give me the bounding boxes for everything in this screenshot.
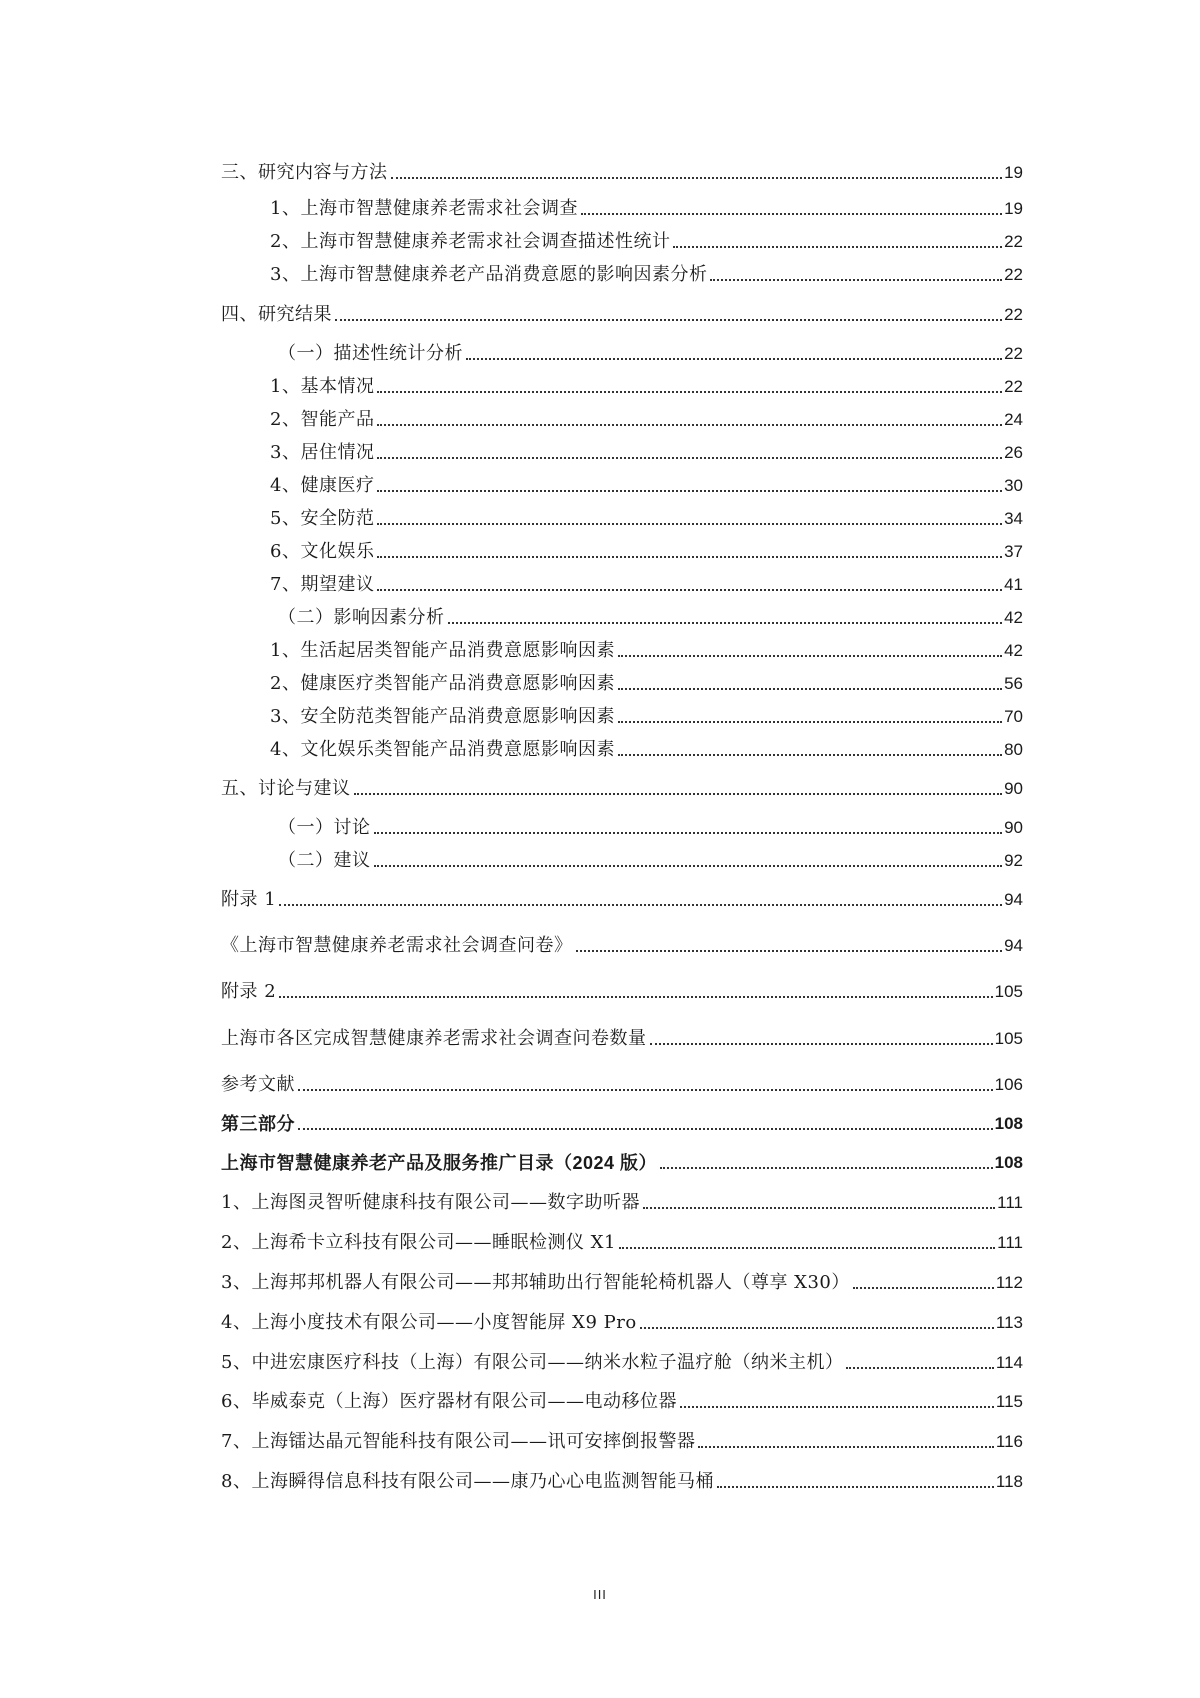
dot-leader <box>377 424 1002 426</box>
toc-entry[interactable] <box>221 436 1023 464</box>
toc-entry[interactable] <box>221 370 1023 398</box>
toc-entry-title: 4、文化娱乐类智能产品消费意愿影响因素 <box>270 739 615 760</box>
dot-leader <box>377 523 1002 525</box>
toc-entry-title: 2、智能产品 <box>270 409 375 430</box>
toc-entry[interactable] <box>221 469 1023 497</box>
dot-leader <box>673 246 1002 248</box>
toc-entry[interactable] <box>221 883 1023 911</box>
toc-entry[interactable] <box>221 535 1023 563</box>
dot-leader <box>618 754 1002 756</box>
dot-leader <box>853 1287 994 1289</box>
toc-entry[interactable] <box>221 1266 1023 1294</box>
toc-entry[interactable] <box>221 298 1023 326</box>
toc-entry[interactable] <box>221 156 1023 184</box>
dot-leader <box>377 457 1002 459</box>
toc-entry-page: 80 <box>1004 740 1023 759</box>
dot-leader <box>619 1247 995 1249</box>
toc-entry[interactable] <box>221 700 1023 728</box>
toc-entry-title: （二）影响因素分析 <box>278 607 445 628</box>
toc-entry-title: 3、上海邦邦机器人有限公司——邦邦辅助出行智能轮椅机器人（尊享 X30） <box>221 1272 850 1293</box>
toc-entry-title: 3、上海市智慧健康养老产品消费意愿的影响因素分析 <box>270 264 708 285</box>
toc-entry-title: （一）讨论 <box>278 817 371 838</box>
toc-entry-page: 90 <box>1004 779 1023 798</box>
dot-leader <box>650 1043 993 1045</box>
toc-entry[interactable] <box>221 1465 1023 1493</box>
toc-entry-page: 105 <box>994 1029 1023 1048</box>
toc-entry-title: 3、安全防范类智能产品消费意愿影响因素 <box>270 706 615 727</box>
toc-entry-title: 四、研究结果 <box>221 304 332 325</box>
toc-entry[interactable] <box>221 1186 1023 1214</box>
toc-entry-page: 115 <box>995 1392 1023 1411</box>
toc-entry[interactable] <box>221 1068 1023 1096</box>
toc-entry-page: 26 <box>1004 443 1023 462</box>
toc-entry-page: 22 <box>1004 344 1023 363</box>
toc-entry[interactable] <box>221 1425 1023 1453</box>
toc-entry-page: 42 <box>1004 608 1023 627</box>
toc-entry[interactable] <box>221 667 1023 695</box>
dot-leader <box>377 589 1002 591</box>
toc-entry-title: （一）描述性统计分析 <box>278 343 463 364</box>
toc-entry-page: 41 <box>1004 575 1023 594</box>
toc-entry-title: 上海市各区完成智慧健康养老需求社会调查问卷数量 <box>221 1028 647 1049</box>
toc-entry-page: 90 <box>1004 818 1023 837</box>
dot-leader <box>466 358 1002 360</box>
toc-entry[interactable] <box>221 634 1023 662</box>
toc-entry-title: 《上海市智慧健康养老需求社会调查问卷》 <box>221 935 573 956</box>
toc-entry-title: 4、健康医疗 <box>270 475 375 496</box>
toc-entry[interactable] <box>221 975 1023 1003</box>
dot-leader <box>377 391 1002 393</box>
toc-entry-page: 22 <box>1004 232 1023 251</box>
toc-entry-page: 108 <box>994 1114 1023 1133</box>
toc-entry-page: 24 <box>1004 410 1023 429</box>
toc-entry-title: 6、文化娱乐 <box>270 541 375 562</box>
dot-leader <box>581 213 1002 215</box>
toc-entry-page: 111 <box>997 1193 1023 1212</box>
dot-leader <box>377 490 1002 492</box>
dot-leader <box>640 1327 994 1329</box>
toc-entry-title: （二）建议 <box>278 850 371 871</box>
toc-entry-page: 19 <box>1004 199 1023 218</box>
toc-entry[interactable] <box>221 192 1023 220</box>
toc-entry-title: 8、上海瞬得信息科技有限公司——康乃心心电监测智能马桶 <box>221 1471 714 1492</box>
toc-entry-page: 56 <box>1004 674 1023 693</box>
dot-leader <box>335 319 1002 321</box>
dot-leader <box>710 279 1002 281</box>
toc-entry-page: 105 <box>994 982 1023 1001</box>
toc-entry[interactable] <box>221 1385 1023 1413</box>
toc-entry-page: 111 <box>997 1233 1023 1252</box>
toc-entry[interactable] <box>221 601 1023 629</box>
toc-entry-page: 42 <box>1004 641 1023 660</box>
toc-entry[interactable] <box>221 929 1023 957</box>
toc-entry-title: 6、毕威泰克（上海）医疗器材有限公司——电动移位器 <box>221 1391 677 1412</box>
dot-leader <box>298 1128 993 1130</box>
dot-leader <box>374 865 1003 867</box>
toc-entry-page: 94 <box>1004 936 1023 955</box>
toc-entry-title: 7、上海镭达晶元智能科技有限公司——讯可安摔倒报警器 <box>221 1431 696 1452</box>
toc-entry-title: 参考文献 <box>221 1074 295 1095</box>
toc-entry[interactable] <box>221 258 1023 286</box>
toc-entry-page: 22 <box>1004 305 1023 324</box>
toc-entry[interactable] <box>221 772 1023 800</box>
toc-entry-page: 19 <box>1004 163 1023 182</box>
dot-leader <box>660 1167 993 1169</box>
toc-entry[interactable] <box>221 568 1023 596</box>
dot-leader <box>717 1486 994 1488</box>
toc-entry-page: 22 <box>1004 377 1023 396</box>
dot-leader <box>279 904 1002 906</box>
toc-entry[interactable] <box>221 337 1023 365</box>
toc-entry-title: 1、生活起居类智能产品消费意愿影响因素 <box>270 640 615 661</box>
dot-leader <box>448 622 1003 624</box>
toc-entry-page: 113 <box>995 1313 1023 1332</box>
dot-leader <box>618 688 1002 690</box>
toc-entry-title: 2、健康医疗类智能产品消费意愿影响因素 <box>270 673 615 694</box>
toc-entry[interactable] <box>221 1226 1023 1254</box>
toc-entry-page: 114 <box>995 1353 1023 1372</box>
toc-entry[interactable] <box>221 1306 1023 1334</box>
toc-entry[interactable] <box>221 225 1023 253</box>
toc-entry[interactable] <box>221 502 1023 530</box>
toc-entry-title: 1、上海市智慧健康养老需求社会调查 <box>270 198 578 219</box>
toc-entry-page: 30 <box>1004 476 1023 495</box>
dot-leader <box>846 1367 993 1369</box>
toc-entry-title: 5、安全防范 <box>270 508 375 529</box>
toc-entry-page: 116 <box>995 1432 1023 1451</box>
toc-entry-title: 附录 2 <box>221 981 277 1002</box>
toc-entry-page: 70 <box>1004 707 1023 726</box>
toc-entry-title: 附录 1 <box>221 889 277 910</box>
toc-entry-title: 1、上海图灵智听健康科技有限公司——数字助听器 <box>221 1192 640 1213</box>
toc-entry-page: 92 <box>1004 851 1023 870</box>
dot-leader <box>618 721 1002 723</box>
toc-entry-page: 34 <box>1004 509 1023 528</box>
toc-entry-title: 3、居住情况 <box>270 442 375 463</box>
dot-leader <box>680 1406 994 1408</box>
dot-leader <box>377 556 1002 558</box>
dot-leader <box>374 832 1003 834</box>
dot-leader <box>298 1089 993 1091</box>
toc-entry-page: 108 <box>994 1153 1023 1172</box>
dot-leader <box>279 996 992 998</box>
toc-entry-title: 上海市智慧健康养老产品及服务推广目录（2024 版） <box>221 1153 658 1173</box>
toc-entry-title: 5、中进宏康医疗科技（上海）有限公司——纳米水粒子温疗舱（纳米主机） <box>221 1352 844 1373</box>
toc-entry[interactable] <box>221 844 1023 872</box>
toc-entry-page: 106 <box>994 1075 1023 1094</box>
toc-entry[interactable] <box>221 733 1023 761</box>
toc-entry-page: 94 <box>1004 890 1023 909</box>
page-number: III <box>593 1587 607 1602</box>
toc-entry[interactable] <box>221 1022 1023 1050</box>
toc-entry-page: 22 <box>1004 265 1023 284</box>
toc-entry[interactable] <box>221 403 1023 431</box>
toc-entry[interactable] <box>221 1146 1023 1174</box>
toc-entry-title: 7、期望建议 <box>270 574 375 595</box>
dot-leader <box>698 1446 993 1448</box>
toc-entry-title: 三、研究内容与方法 <box>221 162 388 183</box>
toc-entry-page: 112 <box>995 1273 1023 1292</box>
toc-entry-title: 第三部分 <box>221 1114 295 1134</box>
toc-entry-page: 37 <box>1004 542 1023 561</box>
dot-leader <box>618 655 1002 657</box>
toc-entry-title: 五、讨论与建议 <box>221 778 351 799</box>
toc-entry-page: 118 <box>995 1472 1023 1491</box>
dot-leader <box>391 177 1003 179</box>
dot-leader <box>354 793 1003 795</box>
toc-entry-title: 2、上海希卡立科技有限公司——睡眠检测仪 X1 <box>221 1232 616 1253</box>
dot-leader <box>576 950 1003 952</box>
toc-entry[interactable] <box>221 811 1023 839</box>
toc-entry-title: 1、基本情况 <box>270 376 375 397</box>
toc-entry-title: 2、上海市智慧健康养老需求社会调查描述性统计 <box>270 231 671 252</box>
dot-leader <box>643 1207 995 1209</box>
toc-entry-title: 4、上海小度技术有限公司——小度智能屏 X9 Pro <box>221 1312 637 1333</box>
toc-entry[interactable] <box>221 1107 1023 1135</box>
toc-entry[interactable] <box>221 1346 1023 1374</box>
